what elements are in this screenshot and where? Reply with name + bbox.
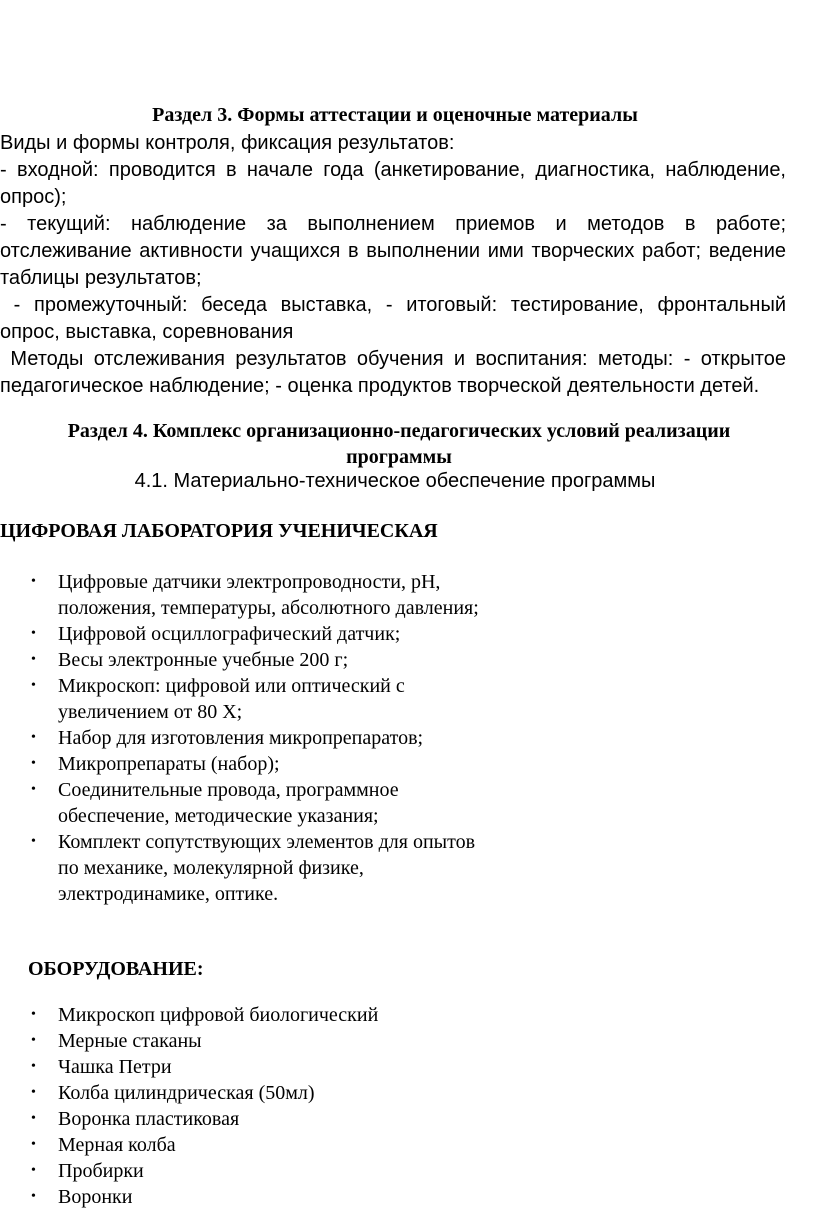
bullet-icon: •	[31, 1111, 36, 1126]
list-item	[0, 1080, 658, 1106]
list-item-text: Цифровой осциллографический датчик;	[58, 623, 401, 645]
list-item	[0, 725, 498, 751]
bullet-icon: •	[31, 730, 36, 745]
list-item-text: Мерная колба	[58, 1134, 176, 1156]
list-item-text: Набор для изготовления микропрепаратов;	[58, 727, 424, 749]
list-item-text: Микроскоп цифровой биологический	[58, 1004, 379, 1026]
list-item-text: Соединительные провода, программное обеспечение, методические указания;	[58, 779, 399, 827]
list-item	[0, 1106, 658, 1132]
list-item	[0, 621, 498, 647]
list-item	[0, 751, 498, 777]
list-item	[0, 673, 498, 725]
bullet-icon: •	[31, 1007, 36, 1022]
list-item-text: Микропрепараты (набор);	[58, 753, 280, 775]
list-item	[0, 569, 498, 621]
list-item-text: Комплект сопутствующих элементов для опытов по механике, молекулярной физике, электродинамике, оптике.	[58, 831, 476, 905]
bullet-icon: •	[31, 782, 36, 797]
bullet-icon: •	[31, 1033, 36, 1048]
section3-title: Раздел 3. Формы аттестации и оценочные материалы	[152, 104, 638, 126]
bullet-icon: •	[31, 652, 36, 667]
equipment-list	[0, 1002, 658, 1210]
section4-title: Раздел 4. Комплекс организационно-педагогических условий реализации программы	[67, 420, 731, 468]
section3-current-control: - текущий: наблюдение за выполнением приемов и методов в работе; отслеживание активности учащихся в выполнении ими творческих работ; ведение таблицы результатов;	[0, 213, 786, 289]
list-item-text: Весы электронные учебные 200 г;	[58, 649, 349, 671]
list-item-text: Колба цилиндрическая (50мл)	[58, 1082, 315, 1104]
section3-intro: Виды и формы контроля, фиксация результатов:	[0, 132, 455, 154]
lab-title: ЦИФРОВАЯ ЛАБОРАТОРИЯ УЧЕНИЧЕСКАЯ	[0, 520, 438, 542]
list-item	[0, 777, 498, 829]
bullet-icon: •	[31, 1059, 36, 1074]
bullet-icon: •	[31, 678, 36, 693]
bullet-icon: •	[31, 1163, 36, 1178]
list-item	[0, 1002, 658, 1028]
list-item	[0, 1184, 658, 1210]
list-item	[0, 1158, 658, 1184]
bullet-icon: •	[31, 834, 36, 849]
list-item-text: Микроскоп: цифровой или оптический с увеличением от 80 Х;	[58, 675, 405, 723]
lab-equipment-list	[0, 569, 498, 907]
bullet-icon: •	[31, 574, 36, 589]
list-item	[0, 829, 498, 907]
bullet-icon: •	[31, 626, 36, 641]
list-item-text: Цифровые датчики электропроводности, pH, положения, температуры, абсолютного давления;	[58, 571, 479, 619]
list-item-text: Воронка пластиковая	[58, 1108, 240, 1130]
section4-subtitle: 4.1. Материально-техническое обеспечение программы	[134, 470, 656, 492]
list-item-text: Чашка Петри	[58, 1056, 172, 1078]
list-item-text: Мерные стаканы	[58, 1030, 202, 1052]
list-item	[0, 1054, 658, 1080]
section3-intermediate-control: - промежуточный: беседа выставка, - итоговый: тестирование, фронтальный опрос, выставка, соревнования	[0, 294, 792, 343]
bullet-icon: •	[31, 1137, 36, 1152]
list-item-text: Воронки	[58, 1186, 133, 1208]
section3-methods: Методы отслеживания результатов обучения и воспитания: методы: - открытое педагогическое наблюдение; - оценка продуктов творческой деятельности детей.	[0, 348, 792, 397]
bullet-icon: •	[31, 756, 36, 771]
list-item-text: Пробирки	[58, 1160, 144, 1182]
bullet-icon: •	[31, 1085, 36, 1100]
equipment-title: ОБОРУДОВАНИЕ:	[28, 958, 204, 980]
bullet-icon: •	[31, 1189, 36, 1204]
list-item	[0, 1028, 658, 1054]
list-item	[0, 1132, 658, 1158]
section3-input-control: - входной: проводится в начале года (анкетирование, диагностика, наблюдение, опрос);	[0, 159, 786, 208]
list-item	[0, 647, 498, 673]
